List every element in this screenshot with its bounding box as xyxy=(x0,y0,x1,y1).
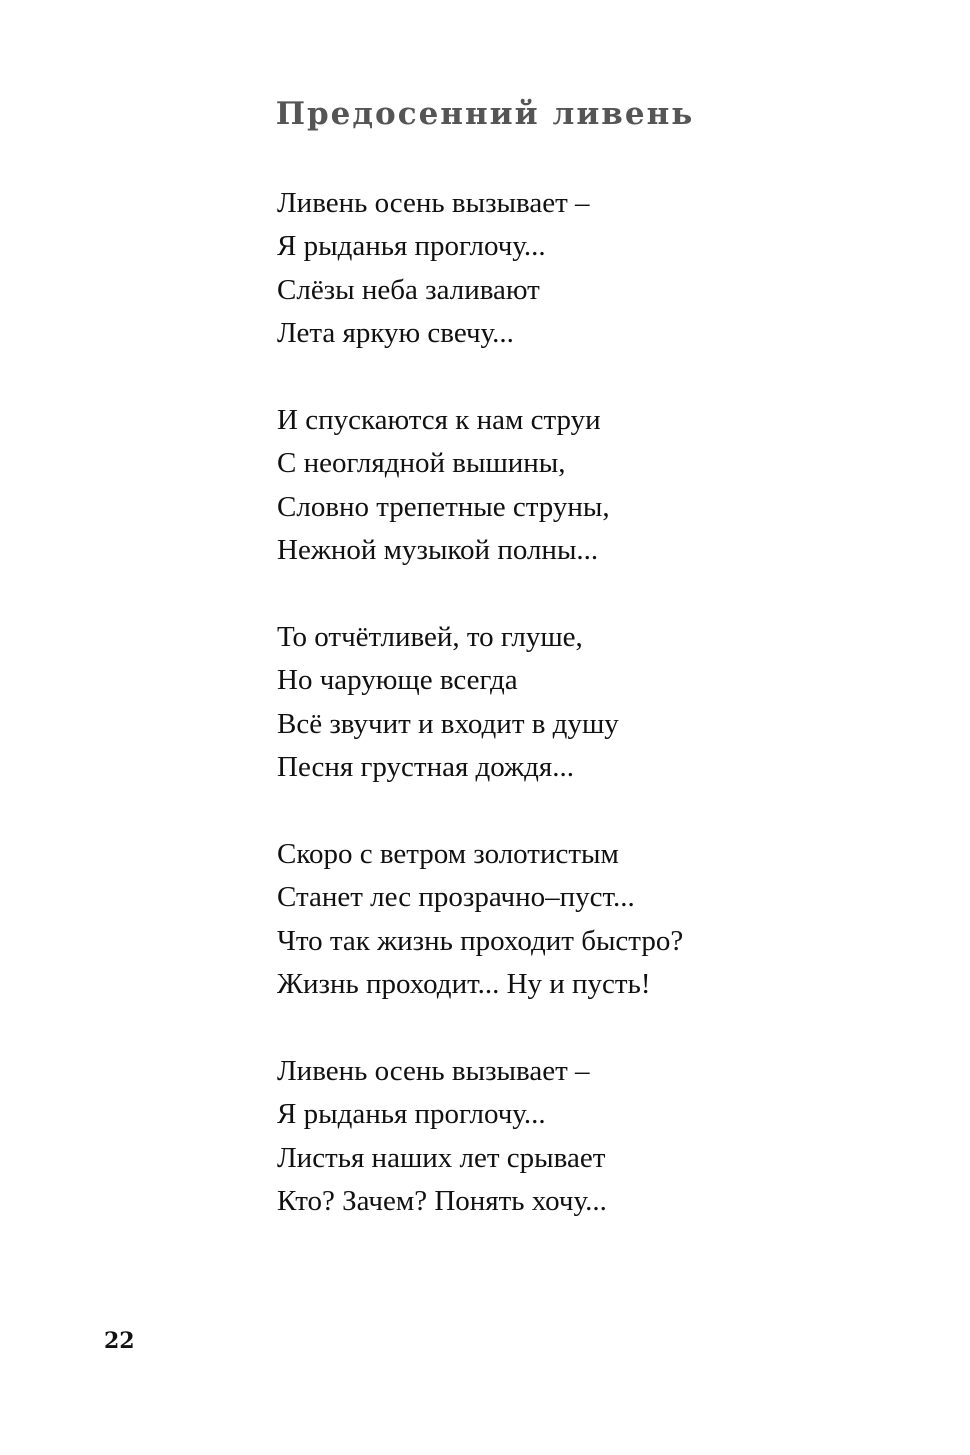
poem-line: Нежной музыкой полны... xyxy=(277,534,599,567)
poem-line: Ливень осень вызывает – xyxy=(277,187,590,219)
poem-line: Словно трепетные струны, xyxy=(277,490,610,523)
poem-line: Всё звучит и входит в душу xyxy=(277,707,619,740)
stanza xyxy=(277,182,683,356)
stanza xyxy=(277,833,683,1007)
poem-line: Слёзы неба заливают xyxy=(277,273,540,306)
poem-line: Жизнь проходит... Ну и пусть! xyxy=(277,968,651,1001)
stanza xyxy=(277,1050,683,1224)
stanza xyxy=(277,616,683,790)
stanza xyxy=(277,399,683,573)
poem-line: Но чарующе всегда xyxy=(277,664,518,697)
poem-body xyxy=(277,182,683,1267)
poem-title: Предосенний ливень xyxy=(275,96,695,132)
poem-line: Листья наших лет срывает xyxy=(277,1141,606,1174)
poem-line: Ливень осень вызывает – xyxy=(277,1054,590,1087)
poem-line: Лета яркую свечу... xyxy=(277,317,514,350)
poem-line: То отчётливей, то глуше, xyxy=(277,620,583,653)
poem-line: И спускаются к нам струи xyxy=(277,403,601,436)
poem-line: Я рыданья проглочу... xyxy=(277,1098,546,1131)
poem-line: С неоглядной вышины, xyxy=(277,447,566,480)
poem-line: Песня грустная дождя... xyxy=(277,751,574,784)
poem-line: Скоро с ветром золотистым xyxy=(277,837,619,870)
poem-line: Кто? Зачем? Понять хочу... xyxy=(277,1184,607,1217)
page-number: 22 xyxy=(104,1328,135,1354)
poem-line: Станет лес прозрачно–пуст... xyxy=(277,881,635,914)
poem-line: Я рыданья проглочу... xyxy=(277,230,546,263)
poem-line: Что так жизнь проходит быстро? xyxy=(277,924,684,957)
